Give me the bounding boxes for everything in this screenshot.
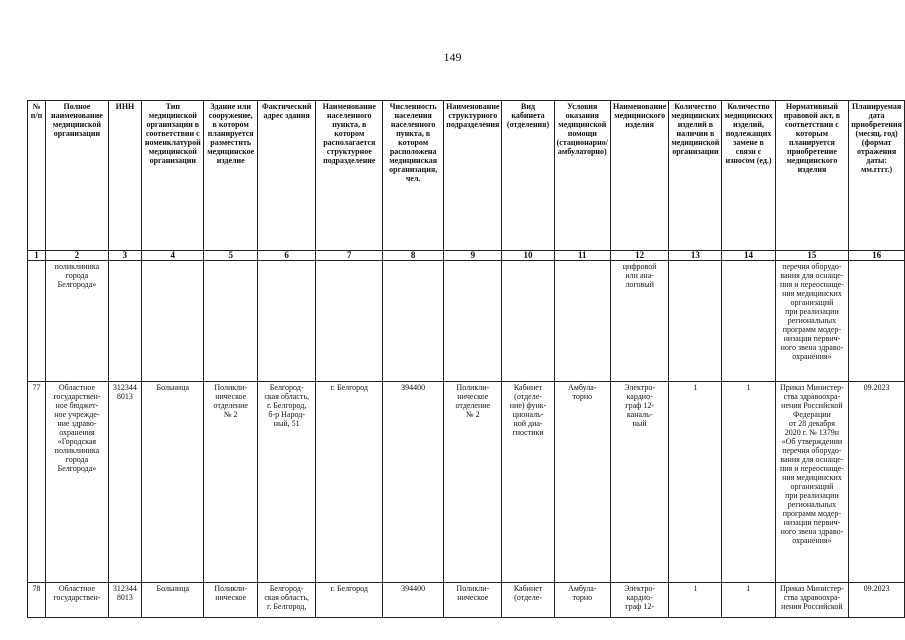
- column-number: 12: [610, 251, 668, 261]
- column-number: 11: [554, 251, 610, 261]
- table-cell: 1: [669, 382, 722, 583]
- column-header: Полное наименование медицинской организации: [46, 101, 109, 251]
- table-cell: 312344 8013: [108, 583, 141, 618]
- table-cell: 312344 8013: [108, 382, 141, 583]
- table-cell: [142, 261, 204, 382]
- column-header: Численность населения населенного пункта, в котором расположена медицинская организация, чел.: [383, 101, 444, 251]
- table-cell: [554, 261, 610, 382]
- table-cell: г. Белгород: [316, 382, 383, 583]
- table-cell: [849, 261, 905, 382]
- table-cell: 1: [722, 583, 775, 618]
- column-header: Тип медицинской организации в соответствии с номенклатурой медицинской организации: [142, 101, 204, 251]
- column-header: Наименование структурного подразделения: [444, 101, 502, 251]
- column-number: 16: [849, 251, 905, 261]
- header-row: [28, 101, 905, 251]
- page-number: 149: [443, 50, 462, 64]
- table-cell: 77: [28, 382, 46, 583]
- table-cell: перечня оборудо- вания для оснаще- ния и переоснаще- ния медицинских организаций при реализации региональных программ модер- низации первич- ного звена здраво- охранения»: [775, 261, 849, 382]
- column-number: 3: [108, 251, 141, 261]
- table-cell: Амбула- торно: [554, 382, 610, 583]
- table-cell: [669, 261, 722, 382]
- table-row: [28, 261, 905, 382]
- table-cell: поликлиника города Белгорода»: [46, 261, 109, 382]
- column-number: 9: [444, 251, 502, 261]
- column-number: 13: [669, 251, 722, 261]
- column-number: 4: [142, 251, 204, 261]
- data-table: [27, 100, 905, 618]
- table-cell: Областное государствен-: [46, 583, 109, 618]
- table-cell: [108, 261, 141, 382]
- table-cell: Больница: [142, 583, 204, 618]
- table-cell: Кабинет (отделе- ние) функ- циональ- ной диа- гностики: [502, 382, 554, 583]
- column-header: Планируемая дата приобретения (месяц, год) (формат отражения даты: мм.гггг.): [849, 101, 905, 251]
- table-cell: Поликли- ническое: [204, 583, 257, 618]
- table-cell: 1: [722, 382, 775, 583]
- table-cell: Областное государствен- ное бюджет- ное учрежде- ние здраво- охранения «Городская поликлиника города Белгорода»: [46, 382, 109, 583]
- column-header: ИНН: [108, 101, 141, 251]
- table-row: [28, 583, 905, 618]
- column-number: 2: [46, 251, 109, 261]
- column-number: 1: [28, 251, 46, 261]
- table-cell: [444, 261, 502, 382]
- table-cell: Кабинет (отделе-: [502, 583, 554, 618]
- table-cell: Электро- кардио- граф 12- каналь- ный: [610, 382, 668, 583]
- table-cell: Поликли- ническое: [444, 583, 502, 618]
- table-cell: [316, 261, 383, 382]
- table-cell: Поликли- ническое отделение № 2: [204, 382, 257, 583]
- table-cell: [383, 261, 444, 382]
- column-number: 14: [722, 251, 775, 261]
- table-cell: 394400: [383, 382, 444, 583]
- column-header: Количество медицинских изделий, подлежащих замене в связи с износом (ед.): [722, 101, 775, 251]
- table-cell: 394400: [383, 583, 444, 618]
- column-number: 8: [383, 251, 444, 261]
- table-cell: цифровой или ана- логовый: [610, 261, 668, 382]
- table-cell: Больница: [142, 382, 204, 583]
- column-header: Вид кабинета (отделения): [502, 101, 554, 251]
- table-cell: [722, 261, 775, 382]
- column-number-row: [28, 251, 905, 261]
- column-number: 6: [257, 251, 315, 261]
- column-header: Условия оказания медицинской помощи (стационарно/ амбулаторно): [554, 101, 610, 251]
- table-cell: Амбула- торно: [554, 583, 610, 618]
- column-header: Количество медицинских изделий в наличии в медицинской организации: [669, 101, 722, 251]
- table-row: [28, 382, 905, 583]
- table-cell: Белгород- ская область, г. Белгород,: [257, 583, 315, 618]
- table-cell: 09.2023: [849, 583, 905, 618]
- column-header: Наименование медицинского изделия: [610, 101, 668, 251]
- table-cell: 1: [669, 583, 722, 618]
- table-cell: [28, 261, 46, 382]
- table-cell: [502, 261, 554, 382]
- table-cell: 09.2023: [849, 382, 905, 583]
- table-cell: [204, 261, 257, 382]
- column-header: Нормативный правовой акт, в соответствии с которым планируется приобретение медицинского изделия: [775, 101, 849, 251]
- column-header: Фактический адрес здания: [257, 101, 315, 251]
- table-cell: Приказ Министер- ства здравоохра- нения Российской Федерации от 28 декабря 2020 г. № 1379н «Об утверждении перечня оборудо- вания для оснаще- ния и переоснаще- ния медицинских организаций при реализации региональных программ модер- низации первич- ного звена здраво- охранения»: [775, 382, 849, 583]
- column-number: 15: [775, 251, 849, 261]
- table-cell: Приказ Министер- ства здравоохра- нения Российской: [775, 583, 849, 618]
- column-number: 10: [502, 251, 554, 261]
- table-cell: Электро- кардио- граф 12-: [610, 583, 668, 618]
- table-cell: 78: [28, 583, 46, 618]
- column-header: Наименование населенного пункта, в котором располагается структурное подразделение: [316, 101, 383, 251]
- column-header: Здание или сооружение, в котором планируется разместить медицинское изделие: [204, 101, 257, 251]
- table-cell: Белгород- ская область, г. Белгород, б-р Народ- ный, 51: [257, 382, 315, 583]
- column-number: 5: [204, 251, 257, 261]
- table-cell: [257, 261, 315, 382]
- table-cell: г. Белгород: [316, 583, 383, 618]
- column-header: № п/п: [28, 101, 46, 251]
- column-number: 7: [316, 251, 383, 261]
- table-cell: Поликли- ническое отделение № 2: [444, 382, 502, 583]
